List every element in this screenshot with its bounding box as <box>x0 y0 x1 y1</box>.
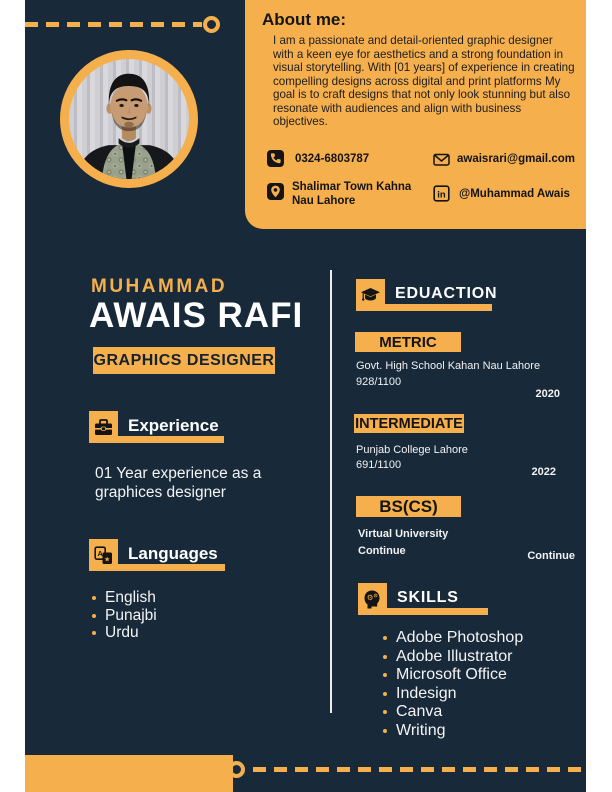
education-level-badge <box>354 414 464 433</box>
linkedin-handle: @Muhammad Awais <box>459 188 570 200</box>
profile-photo <box>60 50 198 188</box>
about-card <box>245 0 586 229</box>
list-item: English <box>92 589 157 607</box>
education-institution: Virtual University <box>358 528 449 540</box>
education-year: Continue <box>527 550 575 562</box>
svg-text:⚙: ⚙ <box>366 592 374 602</box>
list-item: Adobe Photoshop <box>383 629 523 648</box>
education-level-badge <box>356 496 461 517</box>
list-item: Writing <box>383 722 523 741</box>
languages-list <box>92 589 157 642</box>
svg-text:A: A <box>97 548 103 558</box>
education-score: 691/1100 <box>356 459 402 471</box>
last-name: AWAIS RAFI <box>89 296 304 335</box>
top-dashed-line <box>25 22 202 27</box>
top-dash-ring-icon <box>203 16 220 33</box>
role-label: GRAPHICS DESIGNER <box>93 351 275 369</box>
education-level: BS(CS) <box>379 496 438 516</box>
phone-number: 0324-6803787 <box>295 153 370 165</box>
location-icon <box>267 183 284 200</box>
education-level-badge <box>355 332 461 352</box>
email-address: awaisrari@gmail.com <box>457 153 575 165</box>
bottom-accent-bar <box>25 755 233 792</box>
column-divider <box>330 270 332 713</box>
bottom-dash-ring-icon <box>228 761 245 778</box>
translate-icon <box>89 539 118 571</box>
linkedin-icon <box>433 185 450 202</box>
first-name: MUHAMMAD <box>91 276 228 297</box>
education-institution: Govt. High School Kahan Nau Lahore <box>356 360 541 372</box>
education-heading: EDUACTION <box>395 285 498 302</box>
svg-text:in: in <box>437 189 446 201</box>
email-icon <box>433 151 450 168</box>
skills-head-gear-icon <box>358 583 387 615</box>
experience-description: 01 Year experience as a graphices designer <box>95 465 262 501</box>
profile-portrait-illustration <box>69 59 189 179</box>
list-item: Urdu <box>92 624 157 642</box>
graduation-cap-icon <box>356 279 385 311</box>
education-year: 2020 <box>535 388 560 400</box>
education-year: 2022 <box>531 466 556 478</box>
bottom-dashed-line <box>253 767 586 772</box>
list-item: Adobe Illustrator <box>383 648 523 667</box>
svg-text:⚙: ⚙ <box>373 592 379 599</box>
education-score: 928/1100 <box>356 376 402 388</box>
education-level: METRIC <box>379 333 437 351</box>
skills-heading: SKILLS <box>397 589 459 606</box>
location-text: Shalimar Town Kahna Nau Lahore <box>292 181 412 207</box>
about-title: About me: <box>262 10 347 29</box>
experience-heading: Experience <box>128 416 219 435</box>
phone-icon <box>267 150 284 167</box>
languages-heading: Languages <box>128 544 218 563</box>
briefcase-icon <box>89 411 118 443</box>
education-score: Continue <box>358 545 406 557</box>
education-level: INTERMEDIATE <box>355 415 463 432</box>
list-item: Canva <box>383 703 523 722</box>
skills-list <box>383 629 523 741</box>
role-badge <box>93 347 275 374</box>
svg-text:★: ★ <box>104 554 111 563</box>
about-body: I am a passionate and detail-oriented graphic designer with a keen eye for aesthetics and a strong foundation in visual storytelling. With [01 years] of experience in creating compelling designs across digital and print platforms My goal is to craft designs that not only look stunning but also resonate with audiences and align with business objectives. <box>273 34 575 128</box>
main-panel <box>25 0 586 792</box>
education-institution: Punjab College Lahore <box>356 444 468 456</box>
list-item: Indesign <box>383 685 523 704</box>
list-item: Punajbi <box>92 607 157 625</box>
list-item: Microsoft Office <box>383 666 523 685</box>
